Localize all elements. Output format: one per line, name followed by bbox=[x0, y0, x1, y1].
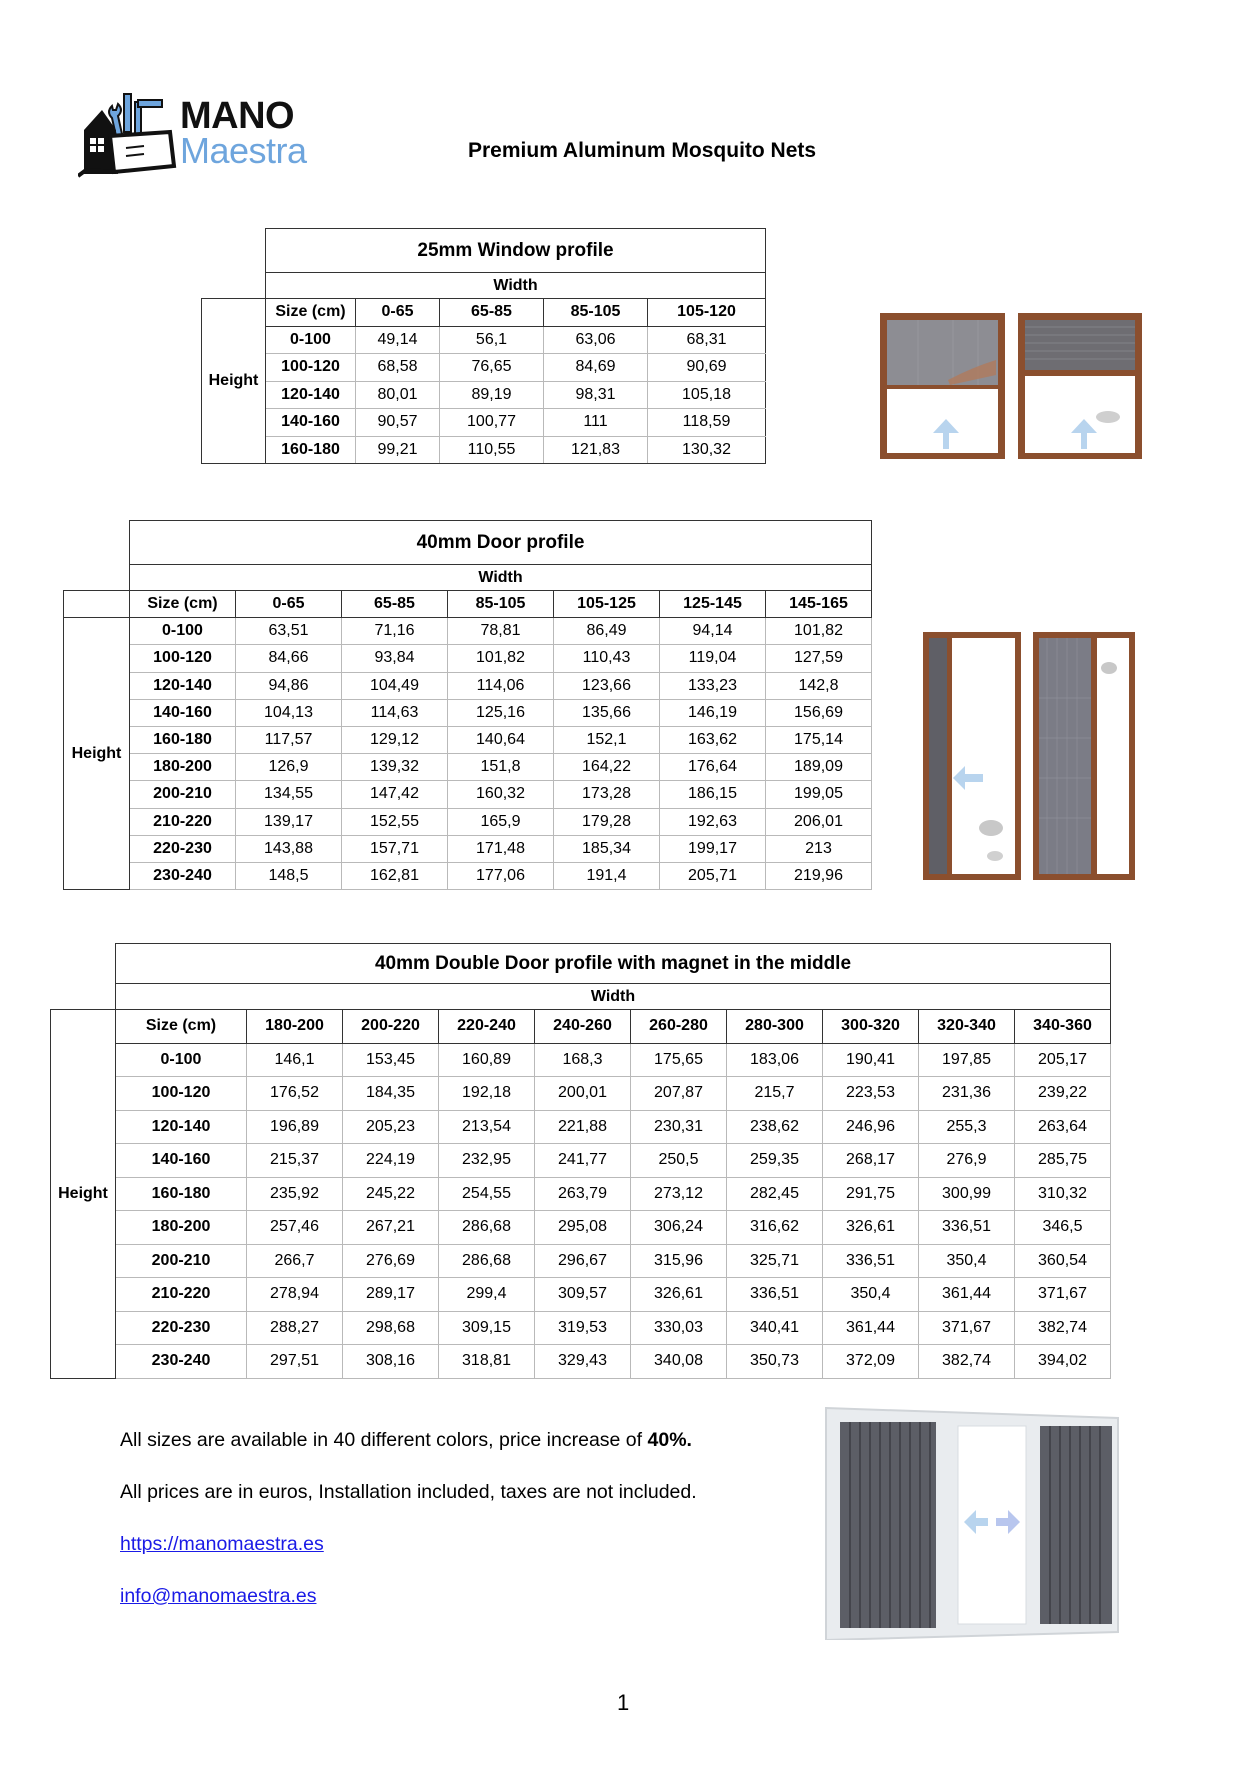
price-cell: 90,57 bbox=[356, 409, 440, 437]
table-row bbox=[202, 326, 766, 354]
price-cell: 89,19 bbox=[440, 381, 544, 409]
row-label: 210-220 bbox=[130, 808, 236, 835]
row-label: 0-100 bbox=[130, 618, 236, 645]
price-cell: 94,86 bbox=[236, 672, 342, 699]
table-row bbox=[51, 1110, 1111, 1144]
price-cell: 318,81 bbox=[439, 1345, 535, 1379]
price-cell: 146,1 bbox=[247, 1043, 343, 1077]
price-cell: 101,82 bbox=[448, 645, 554, 672]
price-cell: 163,62 bbox=[660, 726, 766, 753]
price-cell: 143,88 bbox=[236, 835, 342, 862]
price-cell: 192,18 bbox=[439, 1077, 535, 1111]
website-link[interactable]: https://manomaestra.es bbox=[120, 1533, 324, 1555]
price-cell: 346,5 bbox=[1015, 1211, 1111, 1245]
column-header: 180-200 bbox=[247, 1010, 343, 1044]
row-label: 220-230 bbox=[116, 1311, 247, 1345]
price-cell: 190,41 bbox=[823, 1043, 919, 1077]
column-header: 320-340 bbox=[919, 1010, 1015, 1044]
price-cell: 152,1 bbox=[554, 726, 660, 753]
table-row bbox=[202, 409, 766, 437]
price-cell: 63,51 bbox=[236, 618, 342, 645]
price-cell: 241,77 bbox=[535, 1144, 631, 1178]
price-cell: 199,05 bbox=[766, 781, 872, 808]
row-label: 230-240 bbox=[130, 862, 236, 889]
table-row bbox=[51, 1043, 1111, 1077]
price-cell: 175,65 bbox=[631, 1043, 727, 1077]
price-cell: 185,34 bbox=[554, 835, 660, 862]
price-cell: 255,3 bbox=[919, 1110, 1015, 1144]
price-cell: 171,48 bbox=[448, 835, 554, 862]
column-header: 85-105 bbox=[544, 299, 648, 327]
price-cell: 191,4 bbox=[554, 862, 660, 889]
price-cell: 263,79 bbox=[535, 1177, 631, 1211]
price-cell: 130,32 bbox=[648, 436, 766, 464]
column-header: 65-85 bbox=[342, 591, 448, 618]
double-door-mosquito-net-illustration bbox=[818, 1400, 1128, 1640]
row-label: 140-160 bbox=[116, 1144, 247, 1178]
column-header: 125-145 bbox=[660, 591, 766, 618]
price-cell: 153,45 bbox=[343, 1043, 439, 1077]
price-cell: 288,27 bbox=[247, 1311, 343, 1345]
price-cell: 232,95 bbox=[439, 1144, 535, 1178]
price-cell: 361,44 bbox=[919, 1278, 1015, 1312]
price-cell: 148,5 bbox=[236, 862, 342, 889]
price-cell: 162,81 bbox=[342, 862, 448, 889]
row-label: 230-240 bbox=[116, 1345, 247, 1379]
price-cell: 110,43 bbox=[554, 645, 660, 672]
colors-note: All sizes are available in 40 different colors, price increase of 40%. bbox=[120, 1429, 692, 1451]
column-header: 105-120 bbox=[648, 299, 766, 327]
price-cell: 221,88 bbox=[535, 1110, 631, 1144]
column-header: 340-360 bbox=[1015, 1010, 1111, 1044]
price-cell: 330,03 bbox=[631, 1311, 727, 1345]
price-cell: 147,42 bbox=[342, 781, 448, 808]
price-cell: 215,37 bbox=[247, 1144, 343, 1178]
row-label: 0-100 bbox=[266, 326, 356, 354]
table-title: 25mm Window profile bbox=[266, 229, 766, 273]
price-cell: 230,31 bbox=[631, 1110, 727, 1144]
price-cell: 176,64 bbox=[660, 754, 766, 781]
height-label: Height bbox=[51, 1010, 116, 1379]
row-label: 120-140 bbox=[130, 672, 236, 699]
prices-note: All prices are in euros, Installation included, taxes are not included. bbox=[120, 1481, 697, 1503]
price-cell: 129,12 bbox=[342, 726, 448, 753]
price-cell: 114,63 bbox=[342, 699, 448, 726]
price-cell: 263,64 bbox=[1015, 1110, 1111, 1144]
price-cell: 224,19 bbox=[343, 1144, 439, 1178]
table-row bbox=[64, 835, 872, 862]
price-cell: 382,74 bbox=[1015, 1311, 1111, 1345]
price-cell: 295,08 bbox=[535, 1211, 631, 1245]
notes-section bbox=[120, 1428, 697, 1636]
price-cell: 186,15 bbox=[660, 781, 766, 808]
price-cell: 49,14 bbox=[356, 326, 440, 354]
price-cell: 63,06 bbox=[544, 326, 648, 354]
table-row bbox=[51, 1077, 1111, 1111]
price-cell: 259,35 bbox=[727, 1144, 823, 1178]
price-cell: 86,49 bbox=[554, 618, 660, 645]
price-cell: 114,06 bbox=[448, 672, 554, 699]
price-cell: 93,84 bbox=[342, 645, 448, 672]
price-cell: 257,46 bbox=[247, 1211, 343, 1245]
price-cell: 84,69 bbox=[544, 354, 648, 382]
price-cell: 350,4 bbox=[823, 1278, 919, 1312]
price-cell: 183,06 bbox=[727, 1043, 823, 1077]
window-mosquito-net-illustration bbox=[878, 305, 1143, 461]
price-cell: 142,8 bbox=[766, 672, 872, 699]
document-title: Premium Aluminum Mosquito Nets bbox=[468, 139, 817, 162]
price-cell: 111 bbox=[544, 409, 648, 437]
column-header: 200-220 bbox=[343, 1010, 439, 1044]
price-cell: 127,59 bbox=[766, 645, 872, 672]
price-cell: 68,31 bbox=[648, 326, 766, 354]
table-row bbox=[64, 726, 872, 753]
door-mosquito-net-illustration bbox=[917, 628, 1139, 882]
size-label: Size (cm) bbox=[130, 591, 236, 618]
price-cell: 196,89 bbox=[247, 1110, 343, 1144]
price-cell: 266,7 bbox=[247, 1244, 343, 1278]
price-cell: 326,61 bbox=[631, 1278, 727, 1312]
logo-maestra-text: Maestra bbox=[180, 130, 307, 171]
price-cell: 308,16 bbox=[343, 1345, 439, 1379]
price-cell: 289,17 bbox=[343, 1278, 439, 1312]
table-row bbox=[51, 1311, 1111, 1345]
window-price-table bbox=[201, 228, 766, 464]
price-cell: 336,51 bbox=[727, 1278, 823, 1312]
toolbox-house-icon bbox=[78, 92, 178, 180]
price-cell: 336,51 bbox=[919, 1211, 1015, 1245]
table-row bbox=[202, 381, 766, 409]
row-label: 160-180 bbox=[116, 1177, 247, 1211]
email-link[interactable]: info@manomaestra.es bbox=[120, 1585, 317, 1607]
table-row bbox=[64, 808, 872, 835]
price-cell: 177,06 bbox=[448, 862, 554, 889]
row-label: 100-120 bbox=[130, 645, 236, 672]
price-cell: 176,52 bbox=[247, 1077, 343, 1111]
row-label: 160-180 bbox=[266, 436, 356, 464]
price-cell: 135,66 bbox=[554, 699, 660, 726]
price-cell: 350,4 bbox=[919, 1244, 1015, 1278]
price-cell: 157,71 bbox=[342, 835, 448, 862]
price-cell: 160,89 bbox=[439, 1043, 535, 1077]
table-row bbox=[202, 354, 766, 382]
price-cell: 213 bbox=[766, 835, 872, 862]
price-cell: 239,22 bbox=[1015, 1077, 1111, 1111]
price-cell: 278,94 bbox=[247, 1278, 343, 1312]
column-header: 240-260 bbox=[535, 1010, 631, 1044]
table-title: 40mm Double Door profile with magnet in the middle bbox=[116, 944, 1111, 984]
table-row bbox=[64, 862, 872, 889]
price-cell: 146,19 bbox=[660, 699, 766, 726]
price-cell: 298,68 bbox=[343, 1311, 439, 1345]
price-cell: 94,14 bbox=[660, 618, 766, 645]
size-label: Size (cm) bbox=[266, 299, 356, 327]
price-cell: 315,96 bbox=[631, 1244, 727, 1278]
price-cell: 121,83 bbox=[544, 436, 648, 464]
price-cell: 90,69 bbox=[648, 354, 766, 382]
price-cell: 99,21 bbox=[356, 436, 440, 464]
price-cell: 110,55 bbox=[440, 436, 544, 464]
price-cell: 56,1 bbox=[440, 326, 544, 354]
price-cell: 286,68 bbox=[439, 1244, 535, 1278]
row-label: 140-160 bbox=[130, 699, 236, 726]
price-cell: 119,04 bbox=[660, 645, 766, 672]
price-cell: 104,49 bbox=[342, 672, 448, 699]
price-cell: 394,02 bbox=[1015, 1345, 1111, 1379]
row-label: 180-200 bbox=[116, 1211, 247, 1245]
price-cell: 168,3 bbox=[535, 1043, 631, 1077]
price-cell: 123,66 bbox=[554, 672, 660, 699]
price-cell: 282,45 bbox=[727, 1177, 823, 1211]
row-label: 0-100 bbox=[116, 1043, 247, 1077]
table-row bbox=[64, 672, 872, 699]
size-label: Size (cm) bbox=[116, 1010, 247, 1044]
price-cell: 134,55 bbox=[236, 781, 342, 808]
price-cell: 100,77 bbox=[440, 409, 544, 437]
price-cell: 125,16 bbox=[448, 699, 554, 726]
price-cell: 160,32 bbox=[448, 781, 554, 808]
price-cell: 184,35 bbox=[343, 1077, 439, 1111]
company-logo bbox=[78, 92, 318, 182]
table-row bbox=[51, 1345, 1111, 1379]
price-cell: 286,68 bbox=[439, 1211, 535, 1245]
price-cell: 235,92 bbox=[247, 1177, 343, 1211]
column-header: 0-65 bbox=[356, 299, 440, 327]
table-row bbox=[64, 618, 872, 645]
price-cell: 316,62 bbox=[727, 1211, 823, 1245]
price-cell: 76,65 bbox=[440, 354, 544, 382]
price-cell: 268,17 bbox=[823, 1144, 919, 1178]
price-cell: 104,13 bbox=[236, 699, 342, 726]
column-header: 280-300 bbox=[727, 1010, 823, 1044]
price-cell: 118,59 bbox=[648, 409, 766, 437]
price-cell: 250,5 bbox=[631, 1144, 727, 1178]
price-cell: 300,99 bbox=[919, 1177, 1015, 1211]
price-cell: 179,28 bbox=[554, 808, 660, 835]
column-header: 260-280 bbox=[631, 1010, 727, 1044]
price-cell: 205,23 bbox=[343, 1110, 439, 1144]
table-title: 40mm Door profile bbox=[130, 521, 872, 565]
row-label: 220-230 bbox=[130, 835, 236, 862]
price-cell: 98,31 bbox=[544, 381, 648, 409]
price-cell: 350,73 bbox=[727, 1345, 823, 1379]
price-cell: 192,63 bbox=[660, 808, 766, 835]
table-row bbox=[51, 1211, 1111, 1245]
price-cell: 254,55 bbox=[439, 1177, 535, 1211]
price-cell: 126,9 bbox=[236, 754, 342, 781]
price-cell: 306,24 bbox=[631, 1211, 727, 1245]
price-cell: 206,01 bbox=[766, 808, 872, 835]
price-cell: 80,01 bbox=[356, 381, 440, 409]
height-label: Height bbox=[202, 299, 266, 464]
price-cell: 231,36 bbox=[919, 1077, 1015, 1111]
price-cell: 245,22 bbox=[343, 1177, 439, 1211]
price-cell: 329,43 bbox=[535, 1345, 631, 1379]
double-door-price-table bbox=[50, 943, 1111, 1379]
price-cell: 309,15 bbox=[439, 1311, 535, 1345]
column-header: 300-320 bbox=[823, 1010, 919, 1044]
table-row bbox=[64, 699, 872, 726]
width-label: Width bbox=[266, 273, 766, 299]
price-cell: 207,87 bbox=[631, 1077, 727, 1111]
row-label: 120-140 bbox=[116, 1110, 247, 1144]
row-label: 100-120 bbox=[116, 1077, 247, 1111]
column-header: 85-105 bbox=[448, 591, 554, 618]
price-cell: 340,08 bbox=[631, 1345, 727, 1379]
table-row bbox=[202, 436, 766, 464]
price-cell: 165,9 bbox=[448, 808, 554, 835]
price-cell: 382,74 bbox=[919, 1345, 1015, 1379]
column-header: 145-165 bbox=[766, 591, 872, 618]
table-row bbox=[51, 1177, 1111, 1211]
logo-mano-text: MANO bbox=[180, 95, 295, 137]
price-cell: 133,23 bbox=[660, 672, 766, 699]
row-label: 180-200 bbox=[130, 754, 236, 781]
price-cell: 340,41 bbox=[727, 1311, 823, 1345]
price-cell: 197,85 bbox=[919, 1043, 1015, 1077]
price-cell: 200,01 bbox=[535, 1077, 631, 1111]
price-cell: 215,7 bbox=[727, 1077, 823, 1111]
row-label: 100-120 bbox=[266, 354, 356, 382]
price-cell: 319,53 bbox=[535, 1311, 631, 1345]
column-header: 220-240 bbox=[439, 1010, 535, 1044]
price-cell: 156,69 bbox=[766, 699, 872, 726]
column-header: 65-85 bbox=[440, 299, 544, 327]
row-label: 210-220 bbox=[116, 1278, 247, 1312]
price-cell: 199,17 bbox=[660, 835, 766, 862]
price-cell: 309,57 bbox=[535, 1278, 631, 1312]
table-row bbox=[64, 781, 872, 808]
price-cell: 175,14 bbox=[766, 726, 872, 753]
price-cell: 297,51 bbox=[247, 1345, 343, 1379]
price-cell: 223,53 bbox=[823, 1077, 919, 1111]
price-cell: 246,96 bbox=[823, 1110, 919, 1144]
price-cell: 336,51 bbox=[823, 1244, 919, 1278]
price-cell: 189,09 bbox=[766, 754, 872, 781]
price-increase-value: 40%. bbox=[647, 1429, 692, 1451]
price-cell: 291,75 bbox=[823, 1177, 919, 1211]
table-row bbox=[51, 1278, 1111, 1312]
price-cell: 105,18 bbox=[648, 381, 766, 409]
price-cell: 273,12 bbox=[631, 1177, 727, 1211]
column-header: 105-125 bbox=[554, 591, 660, 618]
price-cell: 326,61 bbox=[823, 1211, 919, 1245]
price-cell: 164,22 bbox=[554, 754, 660, 781]
price-cell: 78,81 bbox=[448, 618, 554, 645]
row-label: 140-160 bbox=[266, 409, 356, 437]
price-cell: 238,62 bbox=[727, 1110, 823, 1144]
price-cell: 139,17 bbox=[236, 808, 342, 835]
price-cell: 68,58 bbox=[356, 354, 440, 382]
price-cell: 71,16 bbox=[342, 618, 448, 645]
price-cell: 276,9 bbox=[919, 1144, 1015, 1178]
row-label: 120-140 bbox=[266, 381, 356, 409]
width-label: Width bbox=[116, 984, 1111, 1010]
table-row bbox=[51, 1144, 1111, 1178]
page-number: 1 bbox=[617, 1690, 630, 1715]
price-cell: 267,21 bbox=[343, 1211, 439, 1245]
price-cell: 276,69 bbox=[343, 1244, 439, 1278]
column-header: 0-65 bbox=[236, 591, 342, 618]
price-cell: 205,17 bbox=[1015, 1043, 1111, 1077]
price-cell: 219,96 bbox=[766, 862, 872, 889]
row-label: 200-210 bbox=[130, 781, 236, 808]
height-label: Height bbox=[64, 618, 130, 890]
row-label: 160-180 bbox=[130, 726, 236, 753]
price-cell: 285,75 bbox=[1015, 1144, 1111, 1178]
table-row bbox=[64, 645, 872, 672]
price-cell: 310,32 bbox=[1015, 1177, 1111, 1211]
table-row bbox=[64, 754, 872, 781]
price-cell: 325,71 bbox=[727, 1244, 823, 1278]
price-cell: 151,8 bbox=[448, 754, 554, 781]
price-cell: 213,54 bbox=[439, 1110, 535, 1144]
price-cell: 139,32 bbox=[342, 754, 448, 781]
price-cell: 140,64 bbox=[448, 726, 554, 753]
door-price-table bbox=[63, 520, 872, 890]
width-label: Width bbox=[130, 565, 872, 591]
price-cell: 361,44 bbox=[823, 1311, 919, 1345]
price-cell: 152,55 bbox=[342, 808, 448, 835]
price-cell: 299,4 bbox=[439, 1278, 535, 1312]
price-cell: 296,67 bbox=[535, 1244, 631, 1278]
price-cell: 117,57 bbox=[236, 726, 342, 753]
price-cell: 173,28 bbox=[554, 781, 660, 808]
table-row bbox=[51, 1244, 1111, 1278]
price-cell: 371,67 bbox=[919, 1311, 1015, 1345]
price-cell: 84,66 bbox=[236, 645, 342, 672]
price-cell: 371,67 bbox=[1015, 1278, 1111, 1312]
row-label: 200-210 bbox=[116, 1244, 247, 1278]
price-cell: 372,09 bbox=[823, 1345, 919, 1379]
price-cell: 101,82 bbox=[766, 618, 872, 645]
price-cell: 360,54 bbox=[1015, 1244, 1111, 1278]
price-cell: 205,71 bbox=[660, 862, 766, 889]
